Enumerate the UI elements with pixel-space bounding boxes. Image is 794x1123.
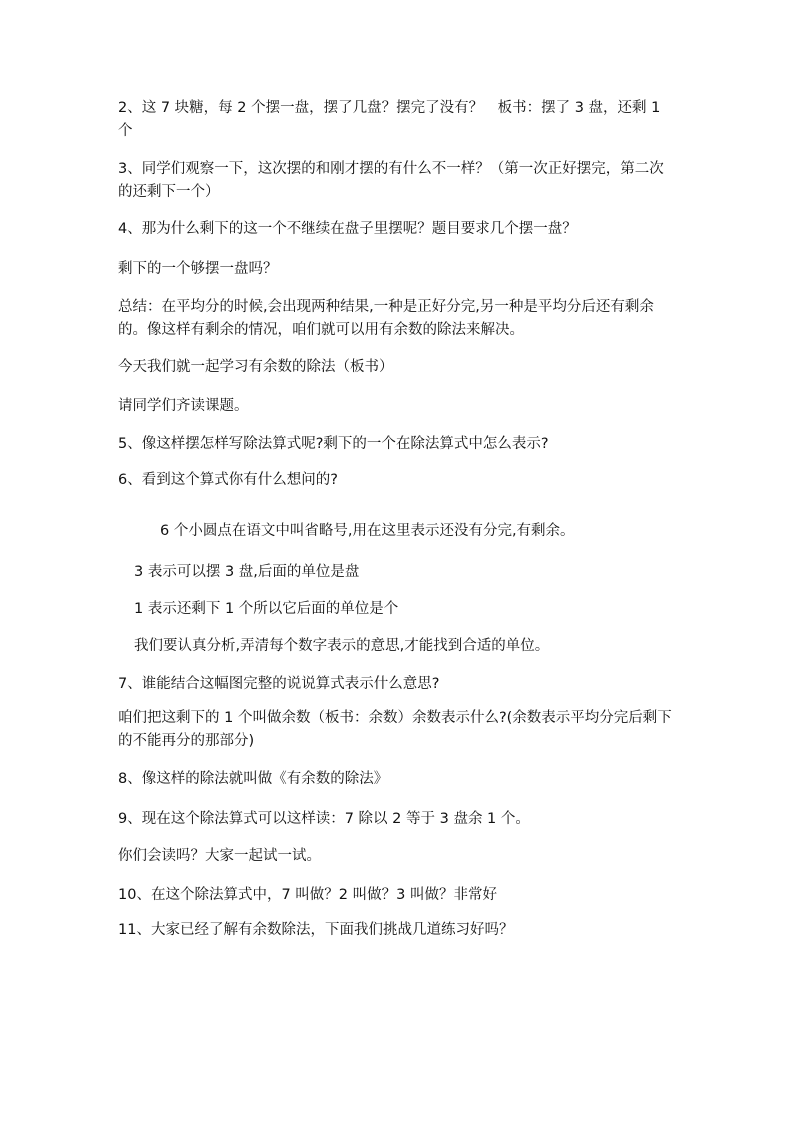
paragraph-remainder-definition: 咱们把这剩下的 1 个叫做余数（板书：余数）余数表示什么?(余数表示平均分完后剩下的不能再分的那部分) [118,710,672,749]
paragraph-ellipsis-note: 6 个小圆点在语文中叫省略号,用在这里表示还没有分完,有剩余。 [160,523,575,539]
paragraph-step-2: 2、这 7 块糖，每 2 个摆一盘，摆了几盘？摆完了没有？ 板书：摆了 3 盘，还剩 1 个 [118,100,661,139]
paragraph-step-11: 11、大家已经了解有余数除法，下面我们挑战几道练习好吗？ [118,922,514,938]
paragraph-step-8: 8、像这样的除法就叫做《有余数的除法》 [118,771,389,787]
paragraph-step-4: 4、那为什么剩下的这一个不继续在盘子里摆呢？题目要求几个摆一盘？ [118,221,577,237]
paragraph-step-3: 3、同学们观察一下，这次摆的和刚才摆的有什么不一样？（第一次正好摆完，第二次的还剩下一个） [118,161,664,200]
paragraph-question-enough: 剩下的一个够摆一盘吗？ [118,261,278,277]
paragraph-step-6: 6、看到这个算式你有什么想问的? [118,472,338,488]
paragraph-step-10: 10、在这个除法算式中，7 叫做？2 叫做？3 叫做？非常好 [118,887,497,903]
paragraph-step-9: 9、现在这个除法算式可以这样读：7 除以 2 等于 3 盘余 1 个。 [118,811,530,827]
paragraph-analysis-note: 我们要认真分析,弄清每个数字表示的意思,才能找到合适的单位。 [134,638,550,654]
paragraph-read-title: 请同学们齐读课题。 [118,398,249,414]
paragraph-summary: 总结：在平均分的时候,会出现两种结果,一种是正好分完,另一种是平均分后还有剩余的。像这样有剩余的情况，咱们就可以用有余数的除法来解决。 [118,299,654,338]
paragraph-try-reading: 你们会读吗？大家一起试一试。 [118,848,321,864]
paragraph-topic-intro: 今天我们就一起学习有余数的除法（板书） [118,359,394,375]
paragraph-step-5: 5、像这样摆怎样写除法算式呢?剩下的一个在除法算式中怎么表示? [118,436,549,452]
paragraph-step-7: 7、谁能结合这幅图完整的说说算式表示什么意思? [118,676,440,692]
paragraph-unit-piece: 1 表示还剩下 1 个所以它后面的单位是个 [134,601,399,617]
paragraph-unit-plate: 3 表示可以摆 3 盘,后面的单位是盘 [134,564,360,580]
